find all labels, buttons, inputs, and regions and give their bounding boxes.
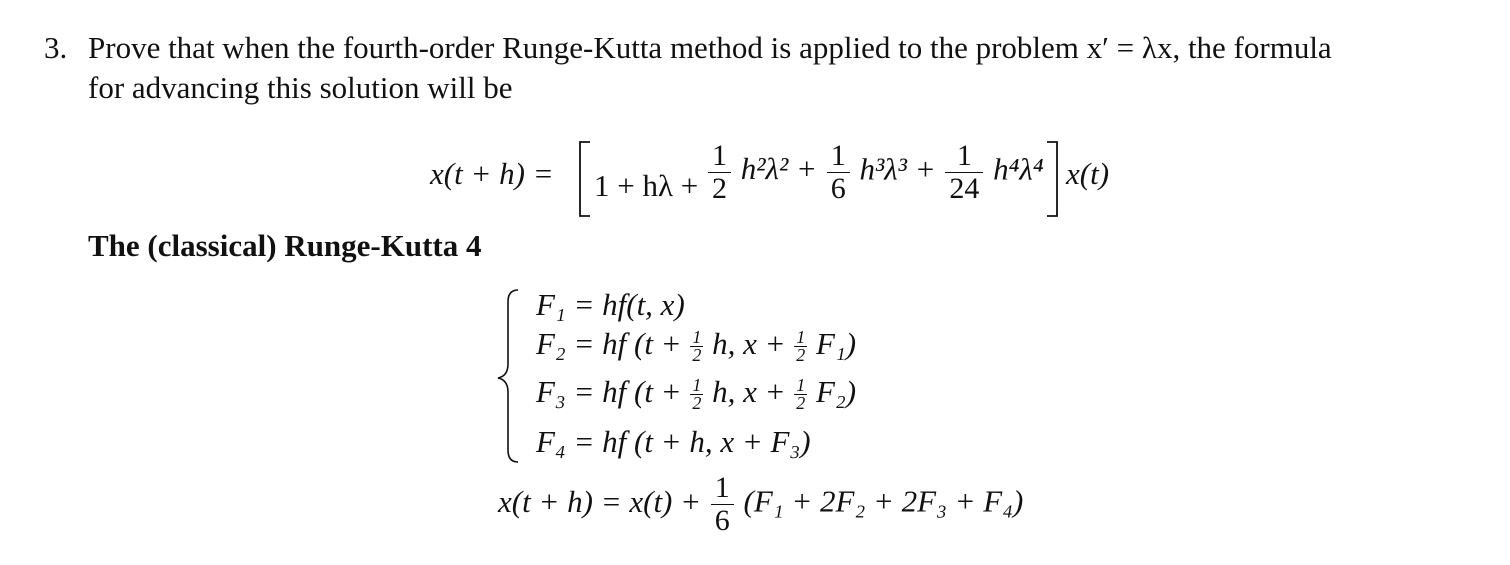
fraction-one-sixth bbox=[827, 140, 850, 205]
stage-F3-part-c: F₂) bbox=[816, 374, 857, 409]
stage-F3 bbox=[536, 374, 856, 412]
system-curly-brace bbox=[498, 290, 518, 462]
formula-body bbox=[594, 140, 1044, 205]
update-lhs: x(t + h) = x(t) + bbox=[498, 483, 702, 519]
stage-F4: F₄ = hf (t + h, x + F₃) bbox=[536, 424, 811, 459]
fraction-denominator: 2 bbox=[692, 345, 702, 366]
fraction-one-sixth-update bbox=[711, 472, 734, 537]
stage-F3-part-a: F₃ = hf (t + bbox=[536, 374, 682, 409]
stage-F2-part-b: h, x + bbox=[712, 326, 786, 361]
fraction-numerator: 1 bbox=[692, 375, 702, 396]
stage-F2-part-a: F₂ = hf (t + bbox=[536, 326, 682, 361]
fraction-denominator: 2 bbox=[796, 345, 806, 366]
right-square-bracket bbox=[1047, 142, 1057, 216]
fraction-denominator: 2 bbox=[712, 172, 727, 205]
fraction-numerator: 1 bbox=[945, 140, 983, 173]
fraction-denominator: 2 bbox=[692, 393, 702, 414]
formula-lhs: x(t + h) = bbox=[430, 156, 554, 191]
fraction-numerator: 1 bbox=[692, 327, 702, 348]
formula-term-4: h⁴λ⁴ bbox=[993, 151, 1044, 187]
stage-F3-part-b: h, x + bbox=[712, 374, 786, 409]
left-square-bracket bbox=[580, 142, 590, 216]
problem-number: 3. bbox=[44, 30, 68, 65]
update-rhs: (F₁ + 2F₂ + 2F₃ + F₄) bbox=[743, 483, 1024, 519]
fraction-denominator: 6 bbox=[830, 172, 846, 205]
fraction-numerator: 1 bbox=[708, 140, 731, 173]
stage-F1: F₁ = hf(t, x) bbox=[536, 287, 685, 322]
formula-rhs: x(t) bbox=[1066, 156, 1110, 191]
formula-term-3: h³λ³ + bbox=[859, 151, 936, 187]
fraction-one-half-small bbox=[794, 329, 807, 364]
fraction-one-24th bbox=[945, 140, 983, 205]
problem-line-1: Prove that when the fourth-order Runge-Kutta method is applied to the problem x′ = λx, the formula bbox=[88, 30, 1332, 65]
stage-F2-part-c: F₁) bbox=[816, 326, 857, 361]
fraction-denominator: 2 bbox=[796, 393, 806, 414]
fraction-one-half bbox=[708, 140, 731, 205]
fraction-denominator: 6 bbox=[714, 504, 730, 537]
fraction-one-half-small bbox=[690, 329, 703, 364]
formula-one-plus: 1 + hλ + bbox=[594, 167, 699, 203]
fraction-numerator: 1 bbox=[796, 375, 806, 396]
fraction-one-half-small bbox=[794, 377, 807, 412]
update-formula bbox=[498, 472, 1023, 537]
fraction-numerator: 1 bbox=[827, 140, 850, 173]
fraction-one-half-small bbox=[690, 377, 703, 412]
problem-line-2: for advancing this solution will be bbox=[88, 70, 513, 105]
fraction-numerator: 1 bbox=[796, 327, 806, 348]
stage-F2 bbox=[536, 326, 856, 364]
section-heading: The (classical) Runge-Kutta 4 bbox=[88, 228, 482, 263]
formula-term-2: h²λ² + bbox=[740, 150, 817, 186]
fraction-denominator: 24 bbox=[949, 172, 980, 205]
fraction-numerator: 1 bbox=[711, 472, 734, 505]
